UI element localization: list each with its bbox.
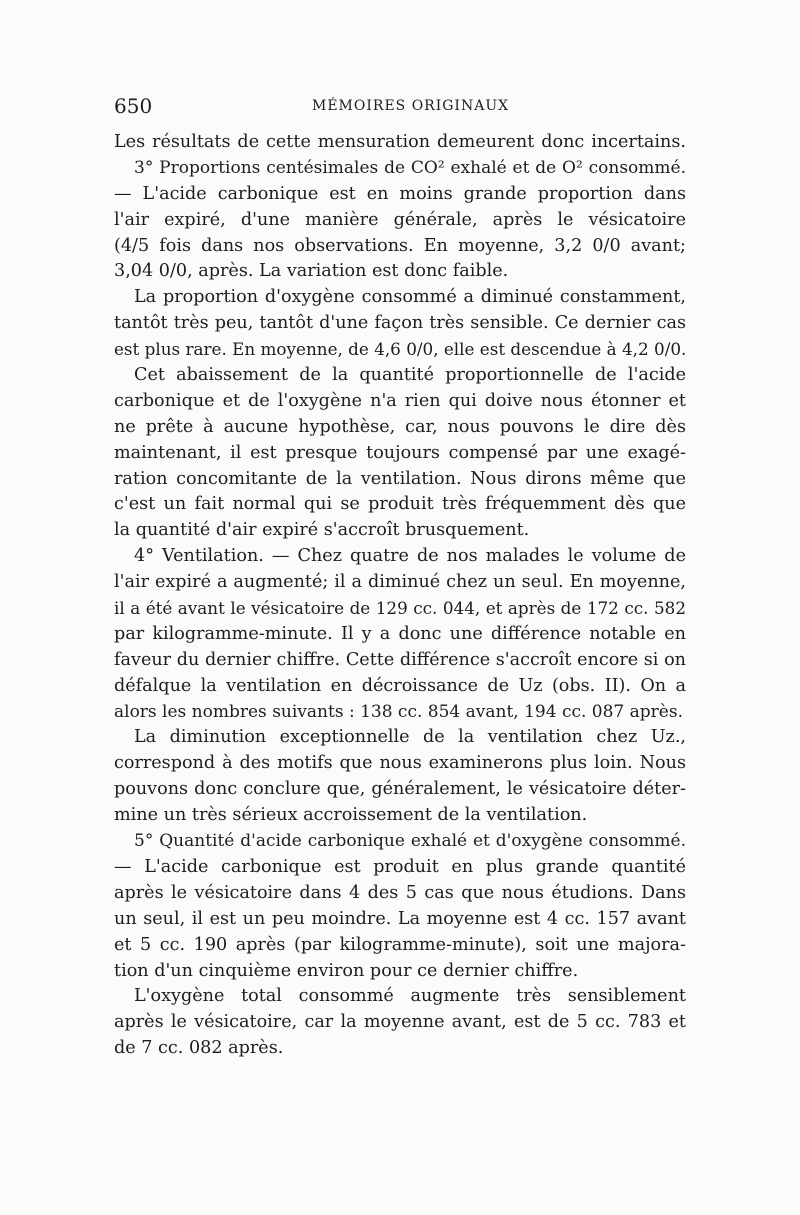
page-header	[114, 94, 686, 120]
section-heading-line: 4° Ventilation. — Chez quatre de nos malades le volume de	[134, 546, 686, 567]
text-line: — L'acide carbonique est en moins grande proportion dans	[114, 183, 686, 204]
text-line: mine un très sérieux accroissement de la ventilation.	[114, 805, 588, 826]
text-line: correspond à des motifs que nous examinerons plus loin. Nous	[114, 753, 686, 774]
text-line: carbonique et de l'oxygène n'a rien qui doive nous étonner et	[114, 390, 686, 411]
text-line: L'oxygène total consommé augmente très sensiblement	[134, 986, 686, 1007]
text-line: défalque la ventilation en décroissance de Uz (obs. II). On a	[114, 675, 686, 696]
text-line: un seul, il est un peu moindre. La moyenne est 4 cc. 157 avant	[114, 908, 686, 929]
text-line: 3,04 0/0, après. La variation est donc faible.	[114, 261, 509, 282]
section-heading-line: 5° Quantité d'acide carbonique exhalé et d'oxygène consommé.	[134, 831, 686, 852]
text-line: (4/5 fois dans nos observations. En moyenne, 3,2 0/0 avant;	[114, 235, 686, 256]
text-line: l'air expiré, d'une manière générale, après le vésicatoire	[114, 209, 686, 230]
text-line: l'air expiré a augmenté; il a diminué chez un seul. En moyenne,	[114, 572, 686, 593]
text-line: Les résultats de cette mensuration demeurent donc incertains.	[114, 132, 686, 152]
text-line: La diminution exceptionnelle de la ventilation chez Uz.,	[134, 727, 686, 748]
text-line: la quantité d'air expiré s'accroît brusquement.	[114, 520, 530, 541]
text-line: ration concomitante de la ventilation. Nous dirons même que	[114, 468, 686, 489]
page-number: 650	[114, 94, 153, 118]
text-line: tion d'un cinquième environ pour ce dernier chiffre.	[114, 960, 579, 981]
text-line: par kilogramme-minute. Il y a donc une différence notable en	[114, 623, 686, 644]
text-line: après le vésicatoire dans 4 des 5 cas que nous étudions. Dans	[114, 882, 686, 903]
body-text	[114, 130, 686, 1062]
text-line: Cet abaissement de la quantité proportionnelle de l'acide	[134, 365, 686, 386]
text-line: c'est un fait normal qui se produit très fréquemment dès que	[114, 494, 686, 515]
text-line: ne prête à aucune hypothèse, car, nous pouvons le dire dès	[114, 416, 686, 437]
text-line: maintenant, il est presque toujours compensé par une exagé-	[114, 442, 686, 463]
text-line: après le vésicatoire, car la moyenne avant, est de 5 cc. 783 et	[114, 1012, 686, 1033]
text-line: il a été avant le vésicatoire de 129 cc. 044, et après de 172 cc. 582	[114, 598, 686, 619]
text-line: faveur du dernier chiffre. Cette différence s'accroît encore si on	[114, 649, 686, 670]
section-heading-line: 3° Proportions centésimales de CO² exhalé et de O² consommé.	[134, 157, 686, 178]
running-title: MÉMOIRES ORIGINAUX	[312, 98, 510, 114]
text-line: pouvons donc conclure que, généralement, le vésicatoire déter-	[114, 779, 686, 800]
text-line: tantôt très peu, tantôt d'une façon très sensible. Ce dernier cas	[114, 313, 686, 334]
text-line: alors les nombres suivants : 138 cc. 854 avant, 194 cc. 087 après.	[114, 701, 683, 722]
text-line: est plus rare. En moyenne, de 4,6 0/0, elle est descendue à 4,2 0/0.	[114, 339, 687, 360]
text-line: et 5 cc. 190 après (par kilogramme-minute), soit une majora-	[114, 934, 686, 955]
text-line: La proportion d'oxygène consommé a diminué constamment,	[134, 287, 686, 308]
text-line: de 7 cc. 082 après.	[114, 1038, 284, 1059]
text-line: — L'acide carbonique est produit en plus grande quantité	[114, 856, 686, 877]
